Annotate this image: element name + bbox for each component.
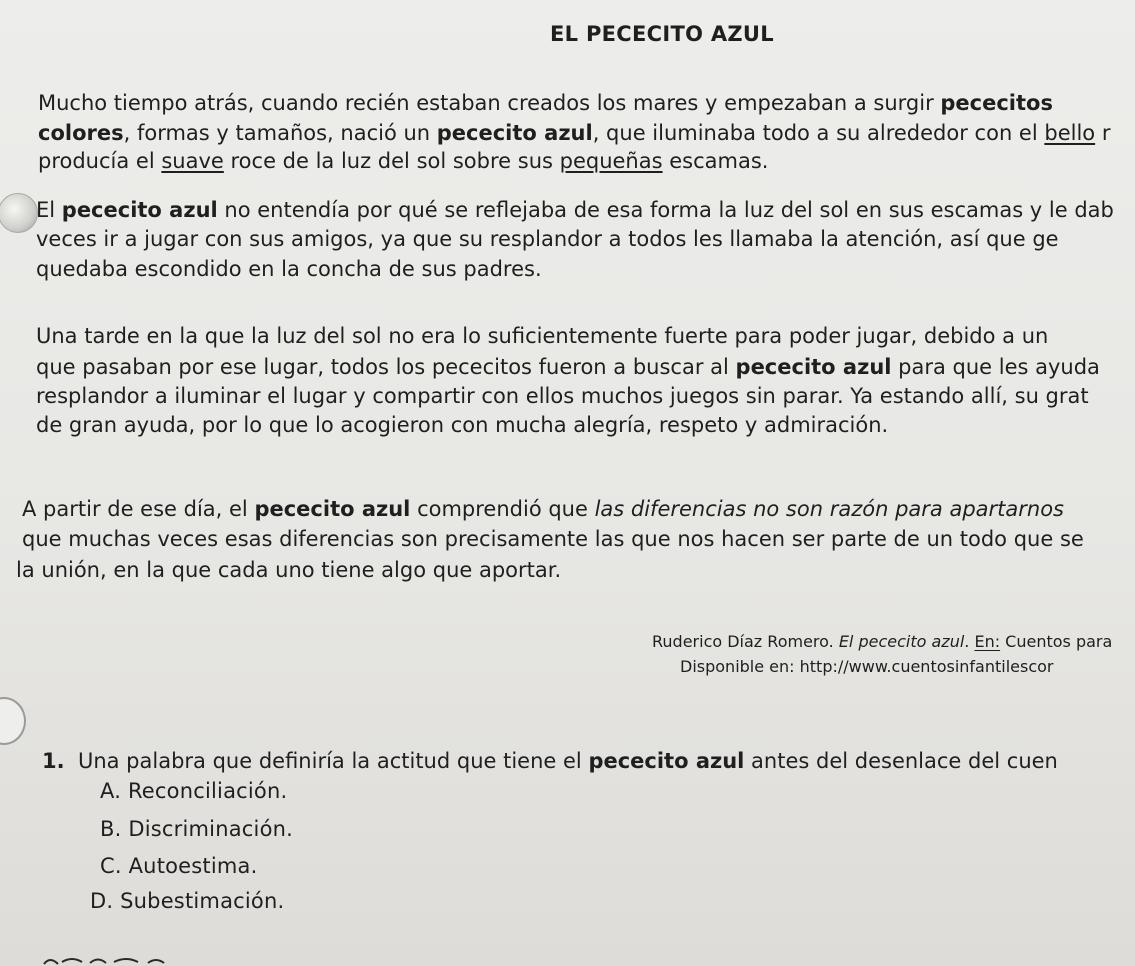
binder-hole xyxy=(0,193,38,233)
text: r xyxy=(1095,121,1111,145)
text: Cuentos para xyxy=(1000,632,1113,651)
italic-text: las diferencias no son razón para apartarnos xyxy=(594,497,1064,521)
option-a[interactable]: A. Reconciliación. xyxy=(100,779,288,803)
story-title: EL PECECITO AZUL xyxy=(550,22,774,46)
text: que pasaban por ese lugar, todos los pececitos fueron a buscar al xyxy=(36,355,736,379)
underlined-text: En: xyxy=(974,632,1001,651)
paragraph-2-line-3: quedaba escondido en la concha de sus padres. xyxy=(36,257,542,281)
paragraph-1-line-1 xyxy=(38,88,1053,118)
text: escamas. xyxy=(662,149,769,173)
binder-hole xyxy=(0,697,26,745)
bold-text: pececito azul xyxy=(588,749,745,773)
paragraph-4-line-3: la unión, en la que cada uno tiene algo que aportar. xyxy=(16,558,562,582)
paragraph-1-line-2 xyxy=(38,118,1110,148)
cut-off-text xyxy=(0,950,1135,966)
question-1 xyxy=(42,746,1058,776)
text: producía el xyxy=(38,149,162,173)
option-c[interactable]: C. Autoestima. xyxy=(100,854,258,878)
text: , que iluminaba todo a su alrededor con el xyxy=(592,121,1045,145)
text: , formas y tamaños, nació un xyxy=(123,121,437,145)
underlined-text: bello xyxy=(1044,121,1096,145)
option-b[interactable]: B. Discriminación. xyxy=(100,817,293,841)
text: Una palabra que definiría la actitud que tiene el xyxy=(77,749,589,773)
bold-text: pececito azul xyxy=(436,121,593,145)
text: El xyxy=(36,198,62,222)
text: no entendía por qué se reflejaba de esa forma la luz del sol en sus escamas y le dab xyxy=(217,198,1114,222)
italic-text: El pececito azul xyxy=(838,632,965,651)
option-d[interactable]: D. Subestimación. xyxy=(90,889,285,913)
paragraph-4-line-2: que muchas veces esas diferencias son precisamente las que nos hacen ser parte de un todo que se xyxy=(22,527,1084,551)
underlined-text: suave xyxy=(161,149,224,173)
cropped-text-mark xyxy=(0,950,300,966)
paragraph-4-line-1 xyxy=(22,494,1064,524)
paragraph-3-line-3: resplandor a iluminar el lugar y compartir con ellos muchos juegos sin parar. Ya estando allí, su grat xyxy=(36,384,1089,408)
paragraph-3-line-2 xyxy=(36,352,1100,382)
bold-text: pececitos xyxy=(940,91,1053,115)
paragraph-1-line-3 xyxy=(38,146,768,176)
text: comprendió que xyxy=(410,497,595,521)
text: . xyxy=(964,632,975,651)
bold-text: pececito azul xyxy=(735,355,892,379)
bold-text: pececito azul xyxy=(254,497,411,521)
paragraph-2-line-2: veces ir a jugar con sus amigos, ya que su resplandor a todos les llamaba la atención, así que ge xyxy=(36,227,1059,251)
underlined-text: pequeñas xyxy=(559,149,663,173)
bold-text: colores xyxy=(38,121,124,145)
text: Mucho tiempo atrás, cuando recién estaban creados los mares y empezaban a surgir xyxy=(38,91,941,115)
citation-line-1 xyxy=(652,631,1112,653)
paragraph-3-line-4: de gran ayuda, por lo que lo acogieron con mucha alegría, respeto y admiración. xyxy=(36,413,889,437)
paragraph-2-line-1 xyxy=(36,195,1114,225)
question-number: 1. xyxy=(42,749,65,773)
text: para que les ayuda xyxy=(891,355,1100,379)
text: Ruderico Díaz Romero. xyxy=(652,632,839,651)
citation-line-2: Disponible en: http://www.cuentosinfantilescor xyxy=(680,657,1054,676)
text: roce de la luz del sol sobre sus xyxy=(223,149,560,173)
paragraph-3-line-1: Una tarde en la que la luz del sol no era lo suficientemente fuerte para poder jugar, debido a un xyxy=(36,324,1049,348)
text: antes del desenlace del cuen xyxy=(744,749,1058,773)
bold-text: pececito azul xyxy=(61,198,218,222)
text: A partir de ese día, el xyxy=(22,497,255,521)
